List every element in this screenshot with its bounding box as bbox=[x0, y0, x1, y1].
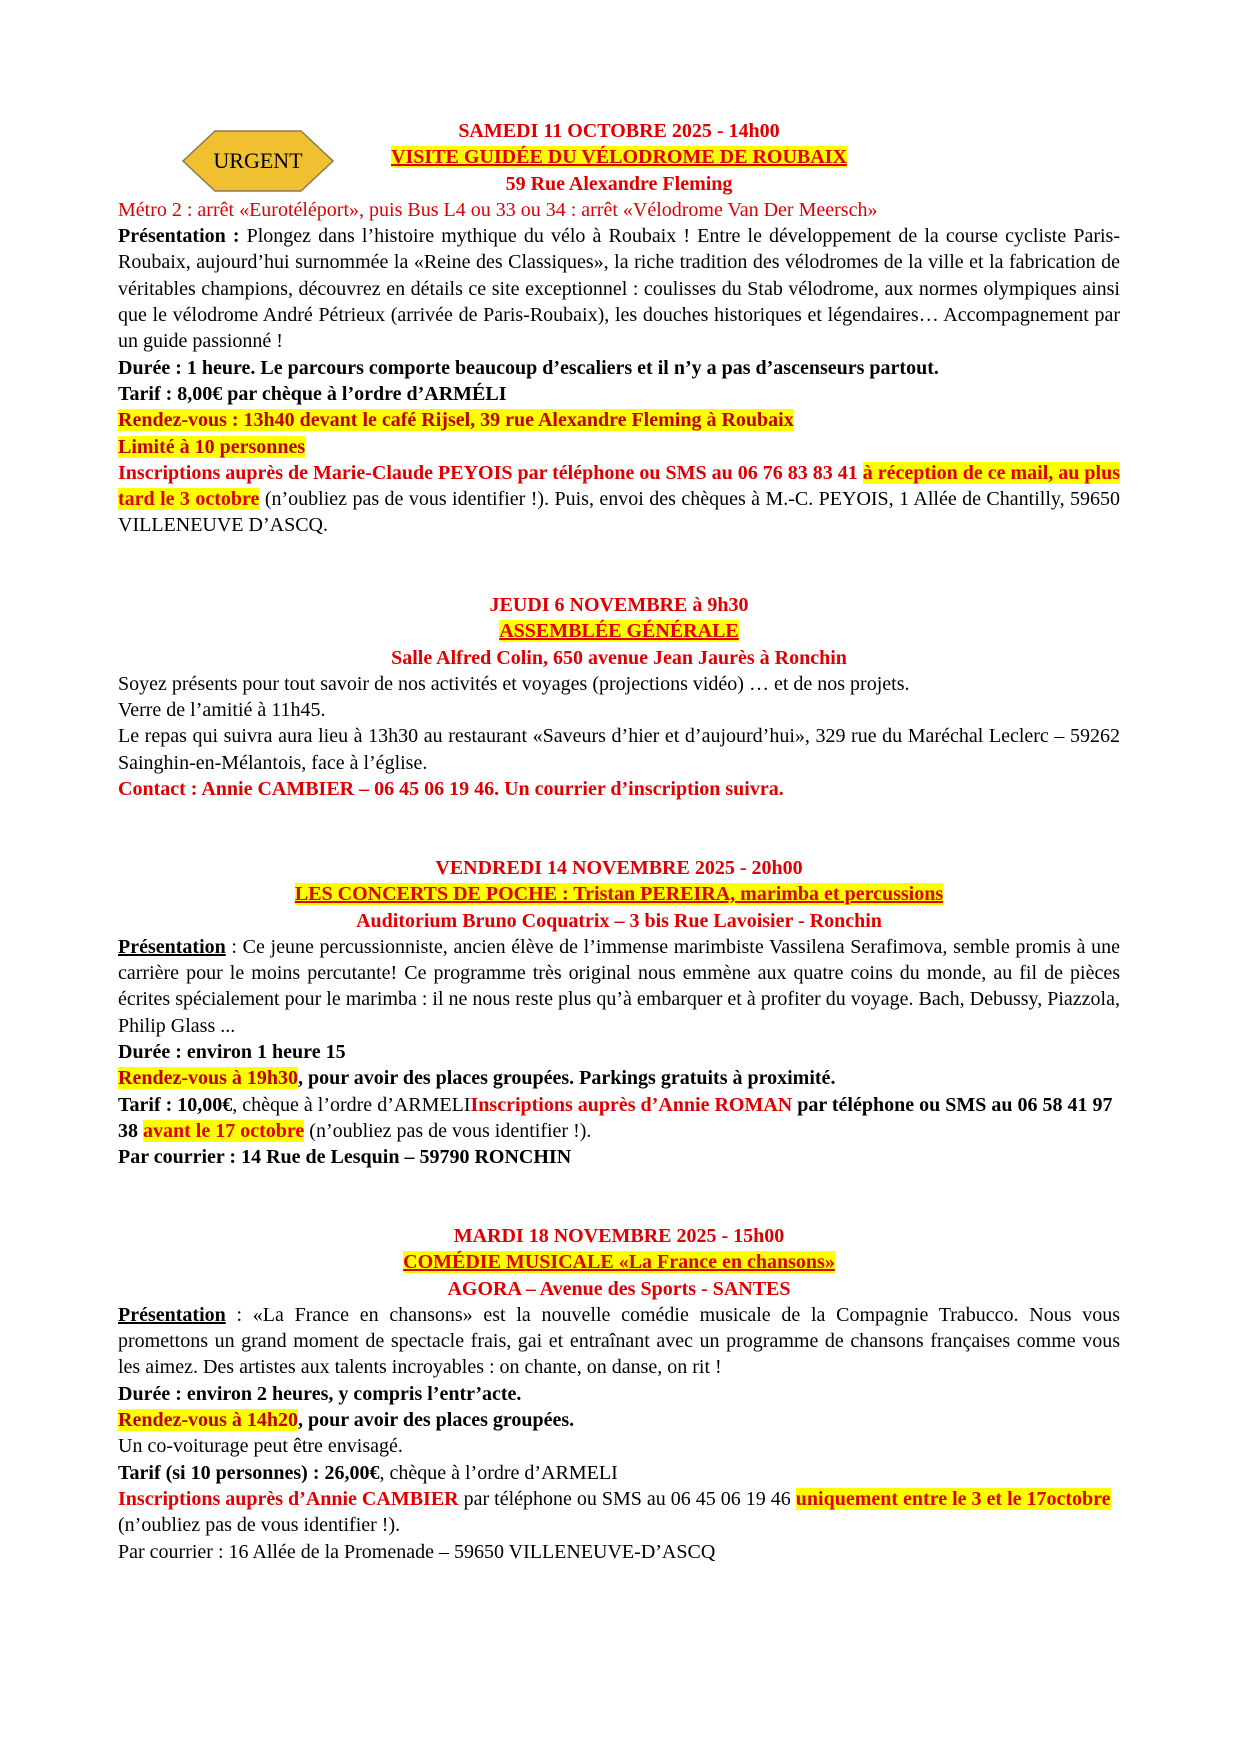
registration-contact: Inscriptions auprès de Marie-Claude PEYOIS par téléphone ou SMS au 06 76 83 83 41 bbox=[118, 461, 863, 484]
event-title: LES CONCERTS DE POCHE : Tristan PEREIRA, marimba et percussions bbox=[294, 883, 944, 906]
rendezvous-note: , pour avoir des places groupées. bbox=[298, 1409, 575, 1432]
rendezvous bbox=[118, 1065, 1120, 1091]
registration-contact: Inscriptions auprès d’Annie ROMAN bbox=[470, 1093, 793, 1116]
duration: Durée : 1 heure. Le parcours comporte beaucoup d’escaliers et il n’y a pas d’ascenseurs partout. bbox=[118, 356, 939, 379]
event-address: Auditorium Bruno Coquatrix – 3 bis Rue Lavoisier - Ronchin bbox=[356, 909, 882, 932]
registration-note: (n’oubliez pas de vous identifier !). bbox=[118, 1514, 401, 1537]
event-date: SAMEDI 11 OCTOBRE 2025 - 14h00 bbox=[458, 120, 780, 142]
tarif: Tarif : 8,00€ par chèque à l’ordre d’ARMÉLI bbox=[118, 382, 507, 405]
duration: Durée : environ 2 heures, y compris l’entr’acte. bbox=[118, 1382, 522, 1405]
tarif: Tarif (si 10 personnes) : 26,00€ bbox=[118, 1461, 380, 1484]
rendezvous-time: Rendez-vous à 14h20 bbox=[118, 1409, 299, 1432]
event-address: Salle Alfred Colin, 650 avenue Jean Jaurès à Ronchin bbox=[391, 646, 847, 669]
registration bbox=[118, 460, 1120, 539]
carpool: Un co-voiturage peut être envisagé. bbox=[118, 1435, 403, 1458]
tarif-line bbox=[118, 1460, 1120, 1486]
event-date: VENDREDI 14 NOVEMBRE 2025 - 20h00 bbox=[435, 857, 803, 879]
rendezvous-time: Rendez-vous à 19h30 bbox=[118, 1067, 299, 1090]
info-line: Soyez présents pour tout savoir de nos activités et voyages (projections vidéo) … et de nos projets. bbox=[118, 672, 910, 695]
registration-deadline: à réception de ce mail, au plus tard le 3 octobre bbox=[118, 461, 1120, 511]
event-address: AGORA – Avenue des Sports - SANTES bbox=[447, 1277, 791, 1300]
registration-deadline: avant le 17 octobre bbox=[143, 1119, 305, 1142]
event-assemblee bbox=[118, 592, 1120, 802]
urgent-label: URGENT bbox=[213, 148, 303, 173]
tarif-note: , chèque à l’ordre d’ARMELI bbox=[379, 1461, 618, 1484]
rendezvous: Rendez-vous : 13h40 devant le café Rijsel, 39 rue Alexandre Fleming à Roubaix bbox=[118, 409, 794, 432]
event-velodrome bbox=[118, 118, 1120, 539]
presentation bbox=[118, 223, 1120, 354]
event-title: COMÉDIE MUSICALE «La France en chansons» bbox=[403, 1251, 835, 1274]
presentation-label: Présentation : bbox=[118, 225, 240, 248]
info-line: Verre de l’amitié à 11h45. bbox=[118, 699, 326, 722]
presentation bbox=[118, 934, 1120, 1039]
tarif-note: , chèque à l’ordre d’ARMELI bbox=[232, 1093, 471, 1116]
registration-details: (n’oubliez pas de vous identifier !). Puis, envoi des chèques à M.-C. PEYOIS, 1 Allée de Chantilly, 59650 VILLENEUVE D’ASCQ. bbox=[118, 488, 1121, 537]
presentation-label: Présentation bbox=[118, 1303, 226, 1326]
mail-address: Par courrier : 16 Allée de la Promenade – 59650 VILLENEUVE-D’ASCQ bbox=[118, 1540, 716, 1563]
event-date: JEUDI 6 NOVEMBRE à 9h30 bbox=[489, 594, 749, 616]
registration-deadline: uniquement entre le 3 et le 17octobre bbox=[795, 1487, 1111, 1510]
rendezvous bbox=[118, 1407, 1120, 1433]
event-address: 59 Rue Alexandre Fleming bbox=[505, 172, 733, 195]
registration-note: (n’oubliez pas de vous identifier !). bbox=[304, 1119, 592, 1142]
presentation-text: : «La France en chansons» est la nouvelle comédie musicale de la Compagnie Trabucco. Nous vous promettons un grand moment de spectacle frais, gai et entraînant avec un programme de chansons françaises comme vous les aimez. Des artistes aux talents incroyables : on chante, on danse, on rit ! bbox=[118, 1303, 1120, 1379]
presentation bbox=[118, 1302, 1120, 1381]
contact: Contact : Annie CAMBIER – 06 45 06 19 46. Un courrier d’inscription suivra. bbox=[118, 778, 784, 801]
tarif: Tarif : 10,00€ bbox=[118, 1093, 233, 1116]
event-comedie bbox=[118, 1223, 1120, 1565]
tarif-registration bbox=[118, 1092, 1120, 1145]
presentation-label: Présentation bbox=[118, 935, 226, 958]
event-concert bbox=[118, 855, 1120, 1171]
mail-address: Par courrier : 14 Rue de Lesquin – 59790 RONCHIN bbox=[118, 1146, 572, 1169]
limit: Limité à 10 personnes bbox=[118, 435, 306, 458]
event-date: MARDI 18 NOVEMBRE 2025 - 15h00 bbox=[453, 1225, 785, 1247]
registration bbox=[118, 1486, 1120, 1539]
event-title: ASSEMBLÉE GÉNÉRALE bbox=[499, 620, 739, 643]
registration-phone: par téléphone ou SMS au 06 45 06 19 46 bbox=[458, 1487, 796, 1510]
info-line: Le repas qui suivra aura lieu à 13h30 au restaurant «Saveurs d’hier et d’aujourd’hui», 329 rue du Maréchal Leclerc – 59262 Sainghin-en-Mélantois, face à l’église. bbox=[118, 725, 1120, 774]
duration: Durée : environ 1 heure 15 bbox=[118, 1041, 346, 1064]
transport-info: Métro 2 : arrêt «Eurotéléport», puis Bus L4 ou 33 ou 34 : arrêt «Vélodrome Van Der Meersch» bbox=[118, 198, 878, 221]
presentation-text: Plongez dans l’histoire mythique du vélo à Roubaix ! Entre le développement de la course cycliste Paris-Roubaix, aujourd’hui surnommée la «Reine des Classiques», la riche tradition des vélodromes de la ville et la fabrication de véritables champions, découvrez en détails ce site exceptionnel : coulisses du Stab vélodrome, aux normes olympiques ainsi que le vélodrome André Pétrieux (arrivée de Paris-Roubaix), les douches historiques et légendaires… Accompagnement par un guide passionné ! bbox=[118, 225, 1120, 353]
registration-phone: par téléphone ou SMS au 06 58 41 97 38 bbox=[118, 1093, 1113, 1142]
rendezvous-note: , pour avoir des places groupées. Parkings gratuits à proximité. bbox=[298, 1067, 836, 1090]
event-title: VISITE GUIDÉE DU VÉLODROME DE ROUBAIX bbox=[391, 146, 847, 169]
presentation-text: : Ce jeune percussionniste, ancien élève de l’immense marimbiste Vassilena Serafimova, semble promis à une carrière pour le moins percutante! Ce programme très original nous emmène aux quatre coins du monde, au fil de pièces écrites spécialement pour le marimba : il ne nous reste plus qu’à embarquer et à profiter du voyage. Bach, Debussy, Piazzola, Philip Glass ... bbox=[118, 935, 1120, 1037]
registration-contact: Inscriptions auprès d’Annie CAMBIER bbox=[118, 1487, 459, 1510]
